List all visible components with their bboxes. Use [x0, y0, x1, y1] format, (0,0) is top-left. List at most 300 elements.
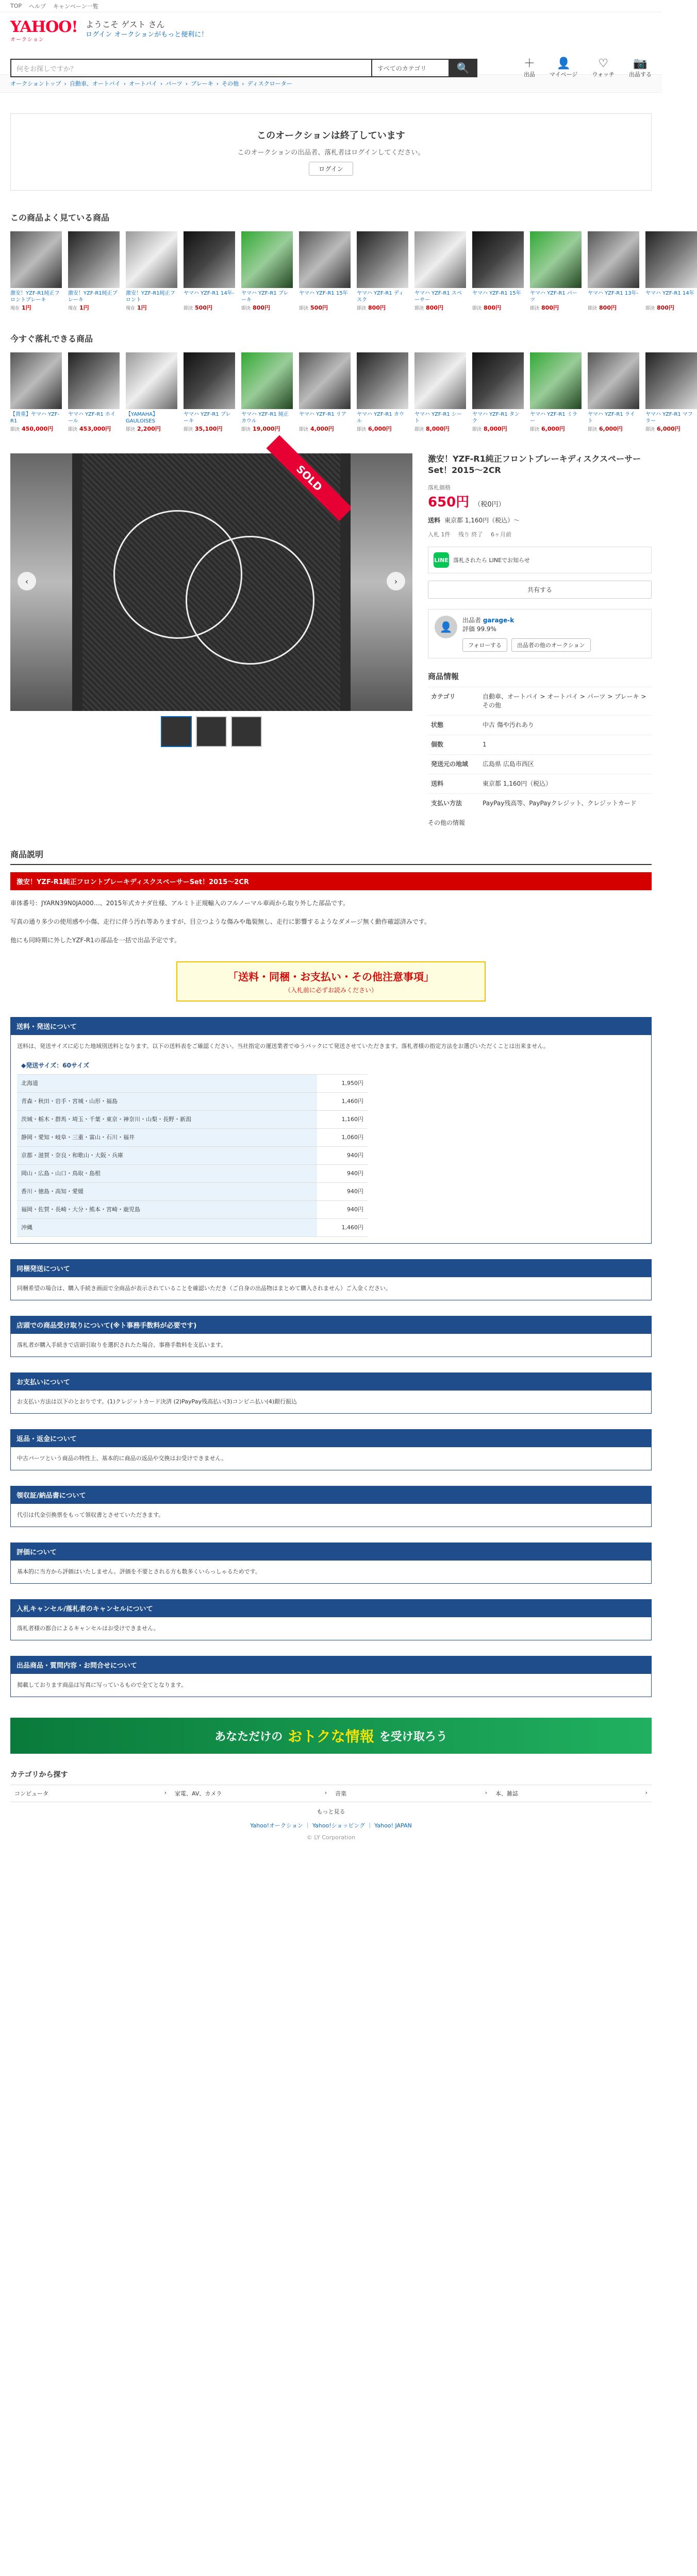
price-type-label: 即決 — [299, 427, 309, 432]
policy-heading: 入札キャンセル/落札者のキャンセルについて — [10, 1599, 652, 1617]
item-price — [10, 303, 62, 312]
item-thumbnail[interactable] — [530, 231, 582, 288]
rate-row — [17, 1111, 368, 1129]
popular-items — [10, 332, 693, 433]
item-card[interactable] — [10, 231, 62, 312]
thumbnail[interactable] — [231, 716, 262, 747]
price-value: 19,000円 — [253, 426, 280, 432]
footer-heading: カテゴリから探す — [10, 1771, 68, 1779]
item-thumbnail[interactable] — [645, 231, 697, 288]
info-key: カテゴリ — [428, 687, 479, 716]
policy-heading: 返品・返金について — [10, 1429, 652, 1447]
price-value: 450,000円 — [22, 426, 54, 432]
item-card[interactable] — [357, 352, 408, 433]
rate-region: 沖縄 — [17, 1219, 317, 1237]
info-row — [428, 794, 652, 814]
share-button[interactable]: 共有する — [428, 581, 652, 599]
rate-region: 北海道 — [17, 1075, 317, 1093]
item-card[interactable] — [472, 231, 524, 312]
item-thumbnail[interactable] — [357, 352, 408, 409]
rate-row — [17, 1147, 368, 1165]
plus-icon: ＋ — [523, 57, 535, 70]
description-para: 他にも同時期に外したYZF-R1の部品を一括で出品予定です。 — [10, 937, 180, 944]
item-thumbnail[interactable] — [357, 231, 408, 288]
product-info-table — [428, 671, 652, 827]
item-card[interactable] — [645, 231, 697, 312]
info-value: 1 — [479, 735, 652, 755]
policy-text: 落札者様の都合によるキャンセルはお受けできません。 — [17, 1625, 159, 1632]
rate-price: 1,060円 — [317, 1129, 368, 1147]
description — [10, 848, 652, 1697]
price-type-label: 即決 — [184, 427, 193, 432]
breadcrumb-item[interactable]: オークショントップ — [10, 80, 61, 87]
item-card[interactable] — [184, 352, 235, 433]
item-thumbnail[interactable] — [472, 352, 524, 409]
policy-heading: 送料・発送について — [10, 1017, 652, 1035]
item-title[interactable]: ヤマハ YZF-R1 カウル — [357, 412, 404, 424]
item-price — [414, 425, 466, 433]
product-photo — [82, 453, 340, 711]
price-value: 2,200円 — [137, 426, 161, 432]
price-type-label: 即決 — [241, 427, 251, 432]
search-input[interactable]: 何をお探しですか？ — [10, 59, 371, 77]
price-value: 4,000円 — [310, 426, 334, 432]
rate-heading: ◆発送サイズ：60サイズ — [17, 1057, 368, 1075]
rate-row — [17, 1093, 368, 1111]
price-type-label: 現在 — [68, 306, 78, 311]
footer-category[interactable]: 音楽 › — [331, 1785, 491, 1802]
top-bar — [0, 0, 662, 12]
price-type-label: 即決 — [68, 427, 78, 432]
item-card[interactable] — [68, 231, 120, 312]
thumbnail[interactable] — [161, 716, 192, 747]
description-title: 激安！YZF-R1純正フロントブレーキディスクスペーサーSet！2015～2CR — [10, 872, 652, 890]
item-price — [645, 303, 697, 312]
price-value: 800円 — [599, 304, 617, 311]
user-icon: 👤 — [556, 57, 571, 70]
item-price — [184, 425, 235, 433]
info-value: 広島県 広島市西区 — [479, 755, 652, 774]
policy-text: 代引は代金引換票をもって領収書とさせていただきます。 — [17, 1512, 164, 1518]
search-bar — [10, 59, 477, 77]
info-row — [428, 774, 652, 794]
rate-row — [17, 1183, 368, 1201]
info-key: 支払い方法 — [428, 794, 479, 814]
item-thumbnail[interactable] — [126, 231, 177, 288]
seller-buttons — [462, 638, 591, 652]
item-title[interactable]: ヤマハ YZF-R1 ホイール — [68, 412, 115, 424]
item-thumbnail[interactable] — [68, 352, 120, 409]
price-value: 800円 — [541, 304, 559, 311]
rate-region: 京都・滋賀・奈良・和歌山・大阪・兵庫 — [17, 1147, 317, 1165]
final-price: 650円 （税0円） — [428, 495, 505, 510]
item-title[interactable]: 激安！YZF-R1純正フロント — [126, 291, 175, 303]
description-para: 車体番号：JYARN39N0JA000…、2015年式カナダ仕様、アルミト正規輸入のフルノーマル車両から取り外した部品です。 — [10, 900, 349, 907]
item-thumbnail[interactable] — [241, 352, 293, 409]
item-card[interactable] — [68, 352, 120, 433]
item-price — [10, 425, 62, 433]
price-value: 800円 — [426, 304, 443, 311]
heart-icon: ♡ — [598, 57, 609, 70]
policy-body — [10, 1561, 652, 1584]
promo-text[interactable]: オークションがもっと便利に！ — [114, 31, 208, 39]
price-type-label: 即決 — [414, 427, 424, 432]
item-price — [184, 303, 235, 312]
info-row — [428, 687, 652, 716]
item-title[interactable]: 【YAMAHA】 GAULOISES — [126, 412, 158, 424]
item-title[interactable]: ヤマハ YZF-R1 マフラー — [645, 412, 693, 424]
item-title[interactable]: ヤマハ YZF-R1 シート — [414, 412, 462, 424]
image-gallery — [10, 453, 412, 827]
item-card[interactable] — [184, 231, 235, 312]
prev-arrow-icon[interactable]: ‹ — [18, 572, 36, 590]
price-value: 800円 — [657, 304, 674, 311]
price-value: 8,000円 — [484, 426, 507, 432]
item-title[interactable]: ヤマハ YZF-R1 14年 — [645, 291, 694, 296]
seller-rating[interactable]: 評価 99.9% — [462, 625, 496, 633]
item-price — [68, 303, 120, 312]
price-type-label: 即決 — [241, 306, 251, 311]
search-button[interactable] — [449, 59, 477, 77]
rate-region: 静岡・愛知・岐阜・三重・富山・石川・福井 — [17, 1129, 317, 1147]
product-info — [428, 453, 652, 827]
auction-ended-notice — [10, 113, 652, 191]
info-row — [428, 716, 652, 735]
breadcrumb-item[interactable]: その他 — [222, 80, 239, 87]
product-info-heading: 商品情報 — [428, 672, 459, 681]
greeting-text: ようこそ ゲスト さん — [86, 20, 165, 29]
seller-name-row: 出品者 garage-k — [462, 617, 515, 624]
rate-row — [17, 1129, 368, 1147]
policy-body — [10, 1504, 652, 1527]
item-title[interactable]: 激安！YZF-R1純正フロントブレーキ — [10, 291, 60, 303]
description-para: 写真の通り多少の使用感や小傷、走行に伴う汚れ等ありますが、目立つような傷みや亀裂無し、走行に影響するようなダメージ無く動作確認済みです。 — [10, 918, 430, 925]
info-value: PayPay残高等、PayPayクレジット、クレジットカード — [479, 794, 652, 814]
price-type-label: 即決 — [184, 306, 193, 311]
sell-button[interactable]: ＋ 出品 — [523, 57, 535, 78]
price-value: 6,000円 — [368, 426, 392, 432]
policy-heading: 店頭での商品受け取りについて(※ト事務手数料が必要です) — [10, 1316, 652, 1334]
popular-heading: 今すぐ落札できる商品 — [10, 334, 93, 344]
rate-region: 青森・秋田・岩手・宮城・山形・福島 — [17, 1093, 317, 1111]
item-card[interactable] — [645, 352, 697, 433]
item-card[interactable] — [588, 231, 639, 312]
policy-body — [10, 1617, 652, 1640]
item-card[interactable] — [530, 231, 582, 312]
rate-price: 940円 — [317, 1165, 368, 1183]
item-title[interactable]: ヤマハ YZF-R1 14年- — [184, 291, 235, 296]
item-card[interactable] — [357, 231, 408, 312]
price-type-label: 即決 — [126, 427, 136, 432]
policy-body — [10, 1674, 652, 1697]
main-image[interactable] — [10, 453, 412, 711]
item-thumbnail[interactable] — [10, 231, 62, 288]
item-thumbnail[interactable] — [299, 231, 351, 288]
rate-price: 940円 — [317, 1201, 368, 1219]
item-title[interactable]: 激安！YZF-R1純正ブレーキ — [68, 291, 118, 303]
item-title[interactable]: ヤマハ YZF-R1 スペーサー — [414, 291, 462, 303]
seller-name-link[interactable]: garage-k — [483, 617, 515, 624]
price-value: 500円 — [195, 304, 212, 311]
item-price — [530, 425, 582, 433]
rate-row — [17, 1165, 368, 1183]
price-type-label: 即決 — [357, 427, 367, 432]
item-price — [299, 303, 351, 312]
price-value: 35,100円 — [195, 426, 223, 432]
item-title[interactable]: ヤマハ YZF-R1 ディスク — [357, 291, 404, 303]
sold-badge: SOLD — [267, 435, 353, 521]
policy-heading: 同梱発送について — [10, 1259, 652, 1277]
price-label: 落札価格 — [428, 484, 451, 491]
ended-ago: 6ヶ月前 — [491, 531, 511, 538]
policy-text: 中古パーツという商品の特性上、基本的に商品の返品や交換はお受けできません。 — [17, 1455, 227, 1462]
price-value: 1円 — [79, 304, 89, 311]
line-notify-box[interactable]: LINE 落札されたら LINEでお知らせ — [428, 547, 652, 573]
notice-title: 「送料・同梱・お支払い・その他注意事項」 — [228, 971, 434, 983]
rate-price: 1,160円 — [317, 1111, 368, 1129]
item-title[interactable]: ヤマハ YZF-R1 ブレーキ — [241, 291, 289, 303]
info-value: 東京都 1,160円（税込） — [479, 774, 652, 794]
item-thumbnail[interactable] — [68, 231, 120, 288]
item-price — [126, 303, 177, 312]
item-price — [357, 425, 408, 433]
item-thumbnail[interactable] — [530, 352, 582, 409]
item-thumbnail[interactable] — [126, 352, 177, 409]
item-price — [472, 425, 524, 433]
price-type-label: 即決 — [530, 427, 540, 432]
line-icon: LINE — [434, 552, 449, 568]
policy-text: 落札者が購入手続きで店頭引取りを選択されたた場合、事務手数料を支払います。 — [17, 1342, 227, 1348]
rate-price: 940円 — [317, 1183, 368, 1201]
item-thumbnail[interactable] — [241, 231, 293, 288]
info-key: 状態 — [428, 716, 479, 735]
price-type-label: 即決 — [472, 427, 482, 432]
item-thumbnail[interactable] — [472, 231, 524, 288]
rate-region: 岡山・広島・山口・鳥取・島根 — [17, 1165, 317, 1183]
item-title[interactable]: ヤマハ YZF-R1 ライト — [588, 412, 635, 424]
item-price — [414, 303, 466, 312]
policy-body — [10, 1334, 652, 1357]
item-card[interactable] — [126, 352, 177, 433]
item-price — [472, 303, 524, 312]
item-thumbnail[interactable] — [588, 352, 639, 409]
price-type-label: 即決 — [472, 306, 482, 311]
policy-text: お支払い方法は以下のとおりです。(1)クレジットカード決済 (2)PayPay残高払い(3)コンビニ払い(4)銀行振込 — [17, 1398, 297, 1405]
item-card[interactable] — [241, 231, 293, 312]
rate-row — [17, 1201, 368, 1219]
site-logo[interactable]: YAHOO! オークション — [10, 18, 78, 43]
item-card[interactable] — [10, 352, 62, 433]
item-card[interactable] — [530, 352, 582, 433]
item-price — [588, 303, 639, 312]
login-link[interactable]: ログイン — [86, 31, 112, 39]
item-card[interactable] — [126, 231, 177, 312]
help-link[interactable]: ヘルプ — [29, 3, 46, 10]
price-value: 6,000円 — [541, 426, 565, 432]
rate-row — [17, 1219, 368, 1237]
policy-blocks — [10, 1017, 652, 1697]
notice-box — [176, 961, 486, 1002]
watch-button[interactable]: ♡ ウォッチ — [592, 57, 615, 78]
item-title[interactable]: ヤマハ YZF-R1 15年 — [472, 291, 521, 296]
item-card[interactable] — [299, 231, 351, 312]
policy-body — [10, 1277, 652, 1300]
campaign-link[interactable]: キャンペーン一覧 — [53, 3, 98, 10]
rate-row — [17, 1075, 368, 1093]
item-thumbnail[interactable] — [645, 352, 697, 409]
policy-heading: お支払いについて — [10, 1372, 652, 1391]
popular-list — [10, 352, 693, 433]
product-main — [10, 453, 652, 827]
item-thumbnail[interactable] — [184, 352, 235, 409]
item-price — [530, 303, 582, 312]
item-thumbnail[interactable] — [414, 352, 466, 409]
policy-text: 送料は、発送サイズに応じた地域別送料となります。以下の送料表をご確認ください。当社指定の運送業者でゆうパックにて発送させていただきます。落札者様の指定方法をお選びいただくことは出来ません。 — [17, 1043, 550, 1049]
policy-heading: 領収証/納品書について — [10, 1486, 652, 1504]
top-link[interactable]: TOP — [10, 3, 22, 9]
item-card[interactable] — [241, 352, 293, 433]
policy-body — [10, 1035, 652, 1244]
ended-login-button[interactable]: ログイン — [309, 162, 353, 176]
policy-heading: 評価について — [10, 1543, 652, 1561]
shipping-row: 送料 東京都 1,160円（税込）〜 — [428, 517, 520, 524]
info-row — [428, 735, 652, 755]
item-card[interactable] — [472, 352, 524, 433]
item-price — [645, 425, 697, 433]
item-thumbnail[interactable] — [414, 231, 466, 288]
item-card[interactable] — [414, 231, 466, 312]
notice-sub: （入札前に必ずお読みください） — [284, 987, 377, 994]
item-title[interactable]: ヤマハ YZF-R1 15年 — [299, 291, 348, 296]
breadcrumb-item[interactable]: パーツ — [165, 80, 182, 87]
rate-header-row — [17, 1057, 368, 1075]
item-price — [357, 303, 408, 312]
policy-body — [10, 1391, 652, 1414]
breadcrumb-item[interactable]: ブレーキ — [191, 80, 213, 87]
camera-icon: 📷 — [633, 57, 648, 70]
search-category-select[interactable]: すべてのカテゴリ — [371, 59, 449, 77]
bid-count[interactable]: 入札 1件 — [428, 531, 451, 538]
info-row — [428, 755, 652, 774]
rate-region: 茨城・栃木・群馬・埼玉・千葉・東京・神奈川・山梨・長野・新潟 — [17, 1111, 317, 1129]
item-title[interactable]: ヤマハ YZF-R1 ミラー — [530, 412, 577, 424]
price-type-label: 即決 — [10, 427, 20, 432]
more-info-toggle[interactable]: その他の情報 — [428, 819, 466, 826]
info-value[interactable]: 自動車、オートバイ > オートバイ > パーツ > ブレーキ > その他 — [479, 687, 652, 716]
avatar[interactable]: 👤 — [435, 616, 457, 638]
info-key: 発送元の地域 — [428, 755, 479, 774]
breadcrumb-item[interactable]: ディスクローター — [247, 80, 292, 87]
price-value: 453,000円 — [79, 426, 111, 432]
item-thumbnail[interactable] — [588, 231, 639, 288]
item-title[interactable]: ヤマハ YZF-R1 パーツ — [530, 291, 577, 303]
policy-text: 掲載しております商品は写真に写っているもので全てとなります。 — [17, 1682, 187, 1688]
rate-price: 1,460円 — [317, 1093, 368, 1111]
item-title[interactable]: ヤマハ YZF-R1 ブレーキ — [184, 412, 231, 424]
item-title[interactable]: ヤマハ YZF-R1 タンク — [472, 412, 520, 424]
related-heading: この商品よく見ている商品 — [10, 213, 110, 223]
footer-links[interactable]: Yahoo!オークション ｜ Yahoo!ショッピング ｜ Yahoo! JAPAN — [250, 1822, 412, 1829]
item-thumbnail[interactable] — [299, 352, 351, 409]
breadcrumb: オークショントップ › 自動車、オートバイ › オートバイ › パーツ › ブレーキ › その他 › ディスクローター — [0, 74, 662, 93]
listing-button[interactable]: 📷 出品する — [629, 57, 652, 78]
footer-category[interactable]: コンピュータ › — [10, 1785, 171, 1802]
rate-price: 1,460円 — [317, 1219, 368, 1237]
thumbnail-strip — [10, 716, 412, 747]
price-type-label: 即決 — [588, 427, 598, 432]
price-type-label: 現在 — [10, 306, 20, 311]
info-value: 中古 傷や汚れあり — [479, 716, 652, 735]
seller-card — [428, 609, 652, 658]
item-card[interactable] — [588, 352, 639, 433]
breadcrumb-item[interactable]: 自動車、オートバイ — [69, 80, 121, 87]
price-value: 800円 — [368, 304, 386, 311]
follow-button[interactable]: フォローする — [462, 638, 507, 652]
price-type-label: 即決 — [357, 306, 367, 311]
price-type-label: 即決 — [530, 306, 540, 311]
thumbnail[interactable] — [196, 716, 227, 747]
seller-other-items-button[interactable]: 出品者の他のオークション — [511, 638, 591, 652]
policy-text: 同梱希望の場合は、購入手続き画面で全商品が表示されていることを確認いただき（ご自身の出品物はまとめて購入されません）ご入金ください。 — [17, 1285, 391, 1292]
item-price — [241, 303, 293, 312]
breadcrumb-item[interactable]: オートバイ — [129, 80, 157, 87]
next-arrow-icon[interactable]: › — [387, 572, 405, 590]
header-icons — [524, 58, 652, 78]
ended-heading: このオークションは終了しています — [257, 130, 405, 141]
search-icon: 🔍 — [456, 62, 470, 74]
item-thumbnail[interactable] — [184, 231, 235, 288]
item-card[interactable] — [414, 352, 466, 433]
price-value: 6,000円 — [599, 426, 623, 432]
product-title: 激安！YZF-R1純正フロントブレーキディスクスペーサーSet！2015～2CR — [428, 454, 641, 475]
price-value: 1円 — [137, 304, 147, 311]
price-type-label: 即決 — [588, 306, 598, 311]
policy-text: 基本的に当方から評価はいたしません。評価を不要とされる方も数多くいらっしゃるためです。 — [17, 1568, 261, 1575]
item-price — [126, 425, 177, 433]
mypage-button[interactable]: 👤 マイページ — [549, 57, 578, 78]
header-greeting — [86, 20, 208, 40]
promo-banner[interactable]: あなただけの おトクな情報 を受け取ろう — [10, 1718, 652, 1754]
footer-categories — [10, 1785, 652, 1802]
footer-category[interactable]: 本、雑誌 › — [491, 1785, 652, 1802]
footer-more[interactable]: もっと見る — [317, 1808, 345, 1815]
rate-price: 1,950円 — [317, 1075, 368, 1093]
footer-category[interactable]: 家電、AV、カメラ › — [171, 1785, 331, 1802]
rate-price: 940円 — [317, 1147, 368, 1165]
item-price — [588, 425, 639, 433]
item-title[interactable]: ヤマハ YZF-R1 純正カウル — [241, 412, 289, 424]
price-value: 800円 — [253, 304, 270, 311]
rate-region: 福岡・佐賀・長崎・大分・熊本・宮崎・鹿児島 — [17, 1201, 317, 1219]
description-heading: 商品説明 — [10, 848, 652, 865]
price-value: 8,000円 — [426, 426, 450, 432]
price-value: 6,000円 — [657, 426, 681, 432]
price-type-label: 現在 — [126, 306, 136, 311]
price-type-label: 即決 — [414, 306, 424, 311]
shipping-rate-table — [17, 1057, 368, 1237]
item-thumbnail[interactable] — [10, 352, 62, 409]
info-key: 個数 — [428, 735, 479, 755]
related-list — [10, 231, 694, 312]
price-type-label: 即決 — [645, 306, 655, 311]
item-title[interactable]: ヤマハ YZF-R1 リア — [299, 412, 346, 417]
item-title[interactable]: ヤマハ YZF-R1 13年- — [588, 291, 639, 296]
item-card[interactable] — [299, 352, 351, 433]
price-type-label: 即決 — [299, 306, 309, 311]
footer — [10, 1769, 652, 1841]
item-title[interactable]: 【貴重】ヤマハ YZF-R1 — [10, 412, 60, 424]
policy-body — [10, 1447, 652, 1470]
